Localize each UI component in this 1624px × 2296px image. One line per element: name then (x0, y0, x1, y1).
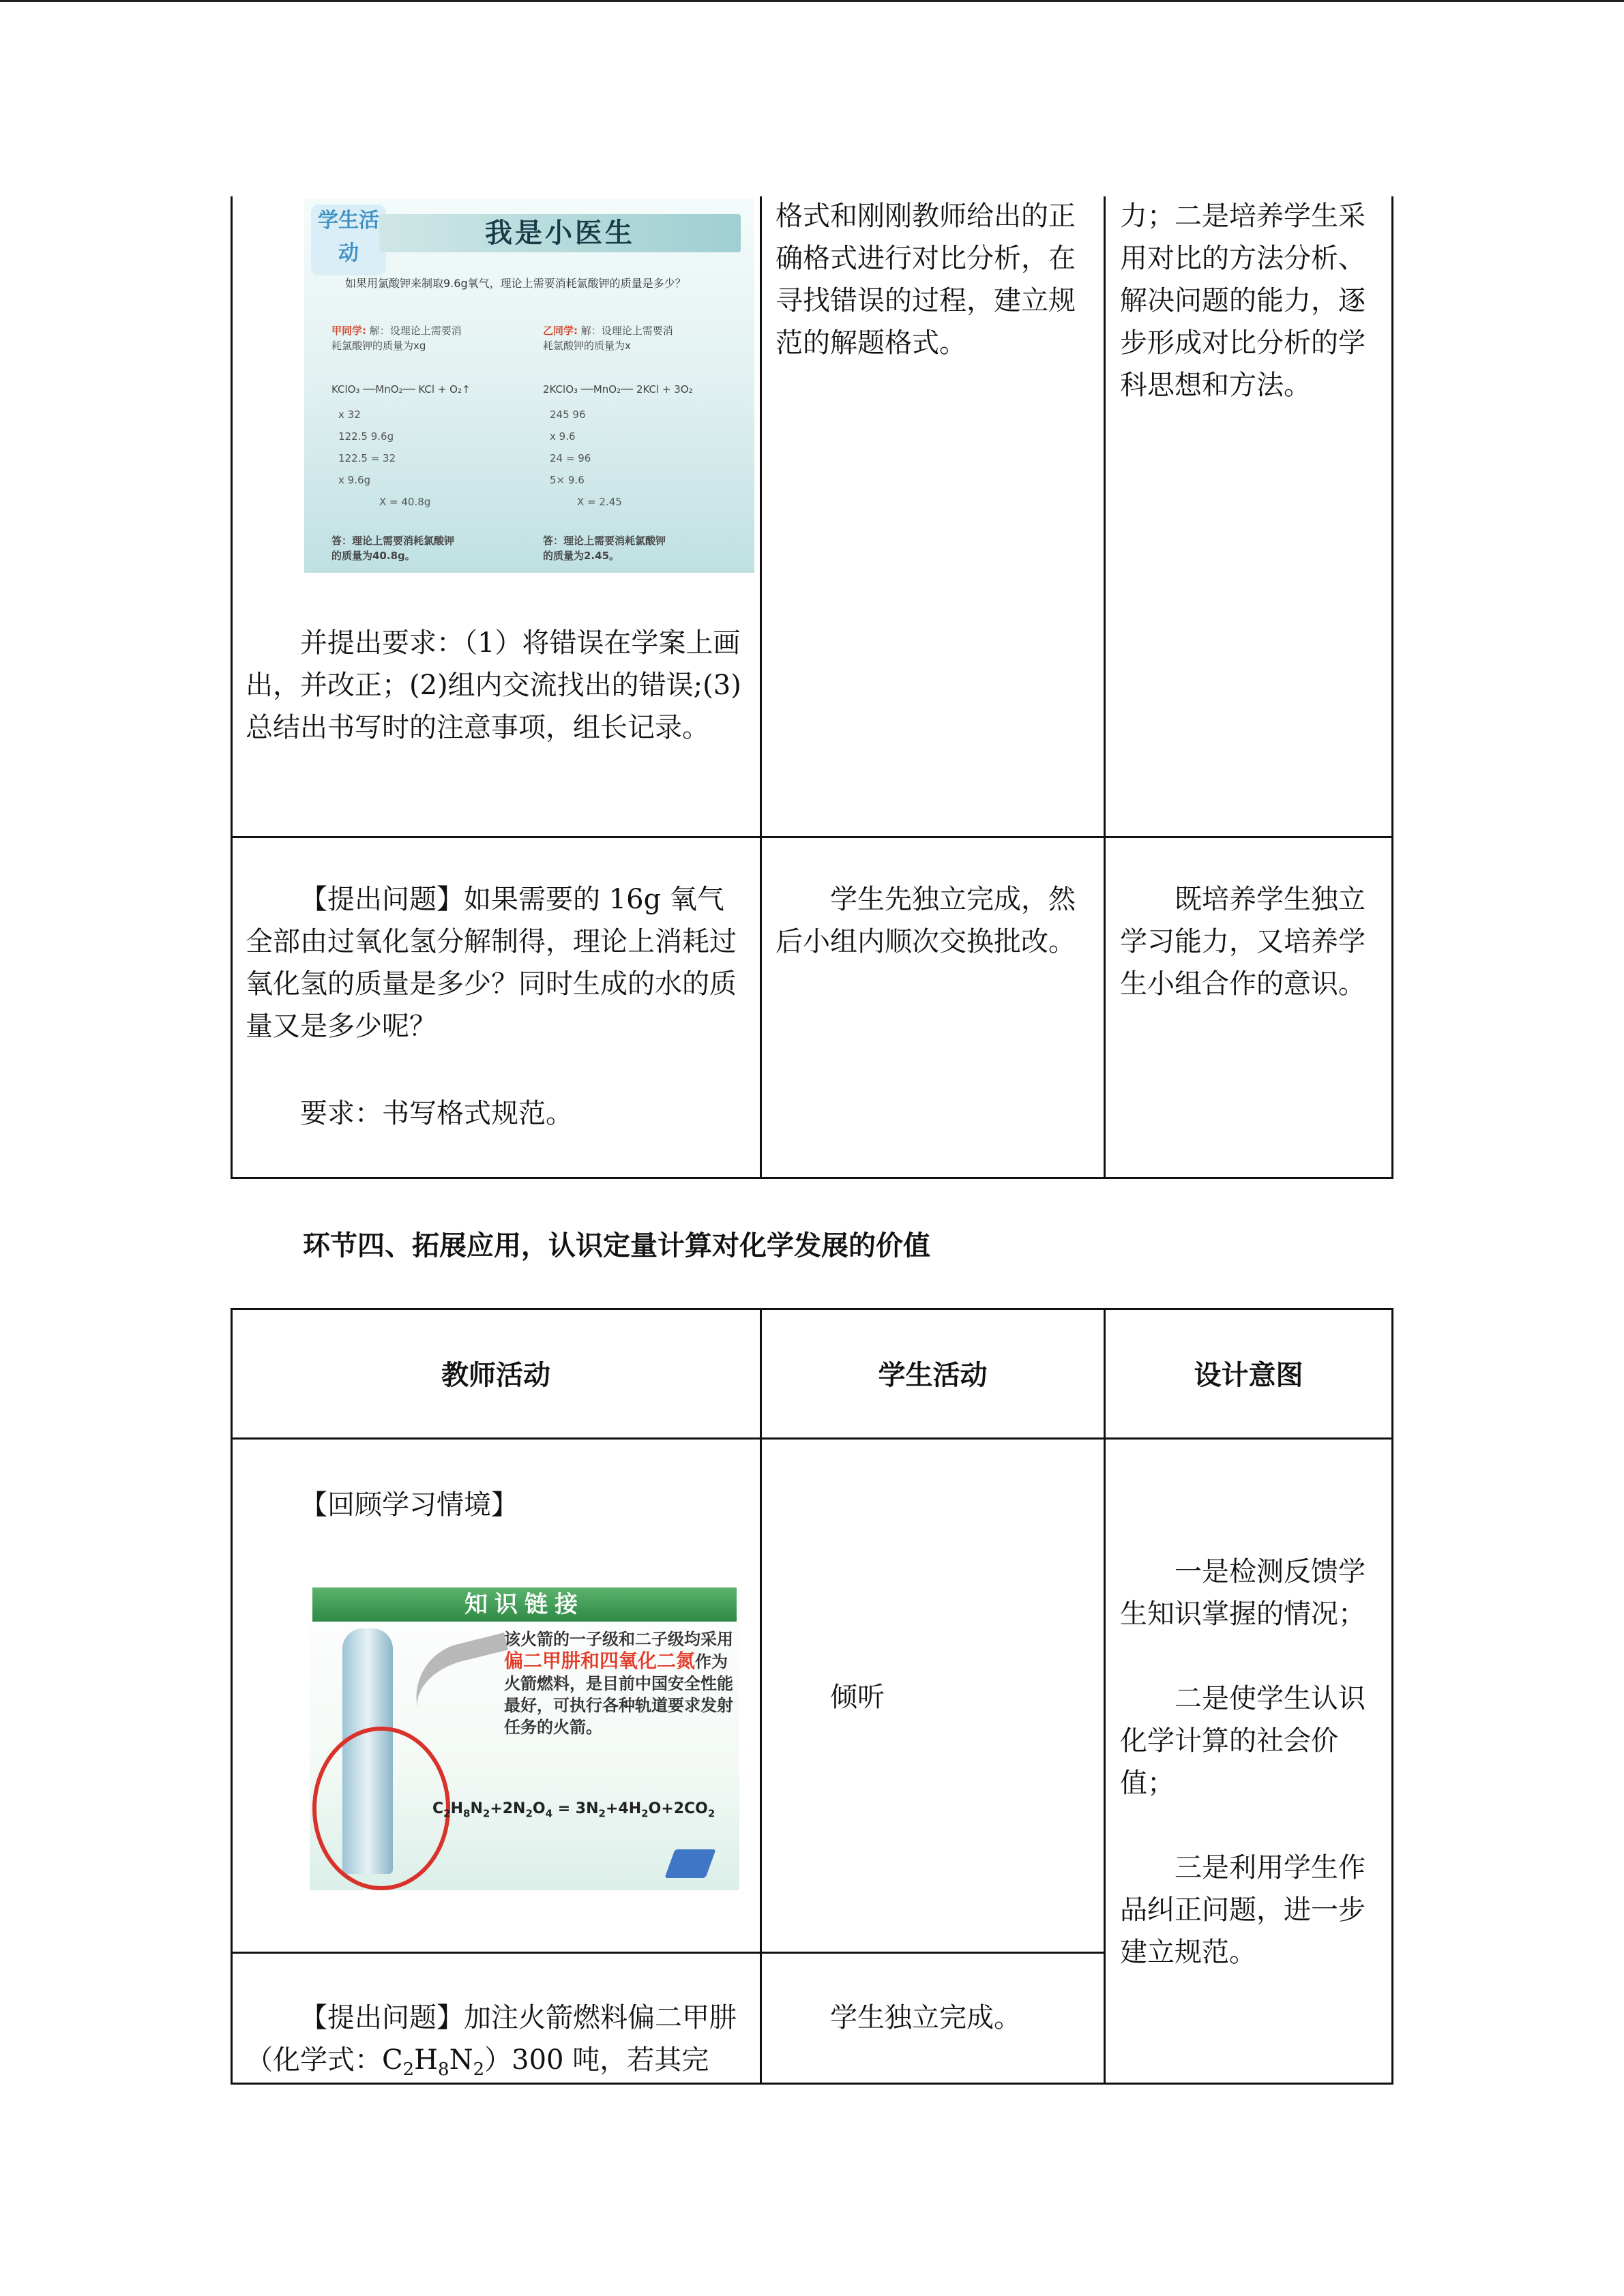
header-student-activity: 学生活动 (878, 1360, 988, 1391)
eq-subscript: 2 (482, 1807, 490, 1820)
student-b-line-2: 耗氯酸钾的质量为x (543, 340, 631, 352)
question-text-suffix: ）300 吨，若其完 (484, 2044, 709, 2076)
slide-text-part2: 作为火箭燃料，是目前中国安全性能最好，可执行各种轨道要求发射任务的火箭。 (504, 1652, 733, 1737)
table1-border-right (1391, 196, 1393, 1178)
eq-part: O (532, 1800, 546, 1817)
section-heading: 环节四、拓展应用，认识定量计算对化学发展的价值 (303, 1230, 930, 1262)
student-a-calc-line: x 9.6g (338, 474, 371, 486)
slide-chemical-equation (432, 1800, 738, 1820)
student-activity-text: 学生先独立完成，然后小组内顺次交换批改。 (776, 884, 1076, 957)
table2-header-divider (231, 1437, 1393, 1440)
student-a-answer-line: 的质量为40.8g。 (331, 550, 415, 562)
student-a-answer-line: 答：理论上需要消耗氯酸钾 (331, 535, 455, 547)
table2-border-col1 (760, 1308, 762, 2084)
student-b-calc-line: 245 96 (550, 408, 586, 421)
formula-subscript: 2 (473, 2059, 485, 2080)
student-b-answer-line: 答：理论上需要消耗氯酸钾 (543, 535, 666, 547)
header-teacher-activity: 教师活动 (441, 1360, 550, 1391)
table1-border-col1 (760, 196, 762, 1178)
eq-part: +4H (605, 1800, 642, 1817)
student-a-line-1: 解：设理论上需要消 (369, 325, 462, 337)
student-a-calc-line: x 32 (338, 408, 361, 421)
design-intent-point-3: 三是利用学生作品纠正问题，进一步建立规范。 (1120, 1852, 1365, 1968)
student-a-solution (331, 323, 462, 353)
table2-row-divider (231, 1952, 1105, 1954)
student-b-calculation (550, 404, 622, 513)
table2-border-top (231, 1308, 1393, 1310)
student-b-calc-line: x 9.6 (550, 430, 576, 443)
teacher-requirement-text: 要求：书写格式规范。 (300, 1098, 573, 1129)
student-activity-listen: 倾听 (830, 1682, 885, 1713)
slide-image-knowledge-link (310, 1583, 739, 1890)
student-activity-badge: 学生活动 (311, 205, 386, 275)
design-intent-point-1: 一是检测反馈学生知识掌握的情况； (1120, 1556, 1365, 1630)
student-b-equation: 2KClO₃ ──MnO₂── 2KCl + 3O₂ (543, 383, 693, 396)
student-a-calc-line: X = 40.8g (379, 496, 431, 508)
eq-part: +2N (490, 1800, 526, 1817)
student-a-calc-line: 122.5 9.6g (338, 430, 394, 443)
eq-subscript: 2 (707, 1807, 715, 1820)
eq-part: O+2CO (648, 1800, 708, 1817)
formula-n: N (449, 2044, 473, 2076)
table2-border-col2 (1104, 1308, 1106, 2084)
table1-border-col2 (1104, 196, 1106, 1178)
slide-image-i-am-little-doctor (304, 199, 754, 573)
eq-part: H (450, 1800, 464, 1817)
student-activity-independent: 学生独立完成。 (830, 2002, 1021, 2033)
student-b-label: 乙同学: (543, 325, 578, 337)
page-top-border (0, 0, 1624, 2)
student-b-answer (543, 533, 666, 563)
table2-border-right (1391, 1308, 1393, 2084)
student-b-calc-line: X = 2.45 (577, 496, 622, 508)
formula-h: H (414, 2044, 439, 2076)
question-text-prefix: 【提出问题】加注火箭燃料偏二甲肼（化学式：C (246, 2002, 737, 2076)
teacher-question-text: 【提出问题】如果需要的 16g 氧气全部由过氧化氢分解制得，理论上消耗过氧化氢的质量是多少？同时生成的水的质量又是多少呢？ (246, 884, 737, 1042)
slide-question: 如果用氯酸钾来制取9.6g氧气，理论上需要消耗氯酸钾的质量是多少？ (345, 277, 686, 290)
slide-title: 我是小医生 (379, 214, 741, 252)
design-intent-point-2: 二是使学生认识化学计算的社会价值； (1120, 1683, 1365, 1799)
eq-part: = 3N (552, 1800, 599, 1817)
eq-subscript: 2 (443, 1807, 451, 1820)
table1-border-left (231, 196, 233, 1178)
formula-subscript: 2 (402, 2059, 415, 2080)
student-b-answer-line: 的质量为2.45。 (543, 550, 620, 562)
student-b-line-1: 解：设理论上需要消 (580, 325, 673, 337)
eq-subscript: 2 (598, 1807, 606, 1820)
table2-border-left (231, 1308, 233, 2084)
eq-part: C (432, 1800, 444, 1817)
review-context-title: 【回顾学习情境】 (300, 1489, 518, 1521)
notebook-icon (664, 1849, 715, 1878)
student-b-calc-line: 24 = 96 (550, 452, 591, 464)
eq-subscript: 2 (641, 1807, 649, 1820)
eq-subscript: 8 (463, 1807, 471, 1820)
slide-rocket-description (504, 1628, 739, 1738)
table1-row-divider (231, 836, 1393, 838)
student-a-answer (331, 533, 454, 563)
slide-text-part1: 该火箭的一子级和二子级均采用 (504, 1630, 733, 1649)
student-a-label: 甲同学: (331, 325, 366, 337)
table1-border-bottom (231, 1177, 1393, 1179)
student-b-solution (543, 323, 673, 353)
eq-subscript: 2 (525, 1807, 533, 1820)
slide-fuel-names: 偏二甲肼和四氧化二氮 (504, 1650, 696, 1672)
slide-title: 知识链接 (312, 1587, 737, 1622)
student-a-calc-line: 122.5 = 32 (338, 452, 396, 464)
header-design-intent: 设计意图 (1194, 1360, 1303, 1391)
design-intent-text: 既培养学生独立学习能力，又培养学生小组合作的意识。 (1120, 884, 1365, 1000)
student-a-calculation (338, 404, 430, 513)
student-a-line-2: 耗氯酸钾的质量为xg (331, 340, 426, 352)
student-b-calc-line: 5× 9.6 (550, 474, 585, 486)
student-a-equation: KClO₃ ──MnO₂── KCl + O₂↑ (331, 383, 471, 396)
table2-border-bottom (231, 2083, 1393, 2085)
eq-part: N (470, 1800, 483, 1817)
teacher-question-rocket-fuel (246, 1997, 743, 2081)
design-intent-text: 力；二是培养学生采用对比的方法分析、解决问题的能力，逐步形成对比分析的学科思想和方法。 (1120, 200, 1365, 401)
student-activity-text: 格式和刚刚教师给出的正确格式进行对比分析，在寻找错误的过程，建立规范的解题格式。 (776, 200, 1076, 359)
eq-subscript: 4 (545, 1807, 553, 1820)
teacher-requirements-text: 并提出要求：（1）将错误在学案上画出，并改正；(2)组内交流找出的错误;(3)总结出书写时的注意事项，组长记录。 (246, 627, 741, 743)
formula-subscript: 8 (438, 2059, 449, 2080)
